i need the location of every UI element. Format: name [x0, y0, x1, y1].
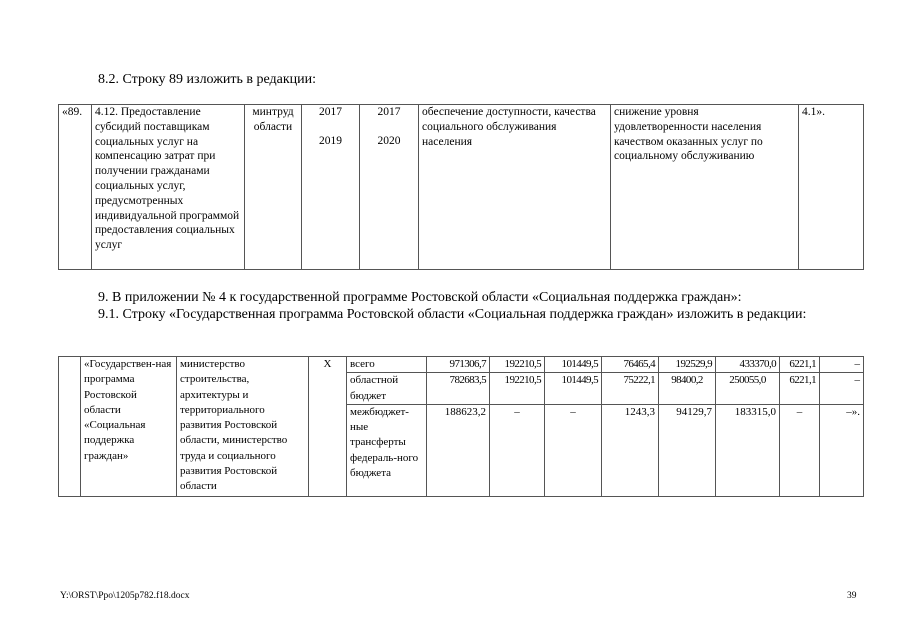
value-cell: – — [490, 404, 545, 496]
expected-result: обеспечение доступности, качества социального обслуживания населения — [419, 105, 611, 270]
value-cell: – — [820, 373, 864, 405]
measure-name: 4.12. Предоставление субсидий поставщикам социальных услуг на компенсацию затрат при получении гражданами социальных услуг, предусмотренных индивидуальной программой предоставления социальных услуг — [92, 105, 245, 270]
page-number: 39 — [847, 591, 857, 601]
value-cell: 101449,5 — [545, 373, 602, 405]
value-cell: 183315,0 — [716, 404, 780, 496]
program-code: Х — [309, 357, 347, 497]
value-cell: 250055,0 — [716, 373, 780, 405]
value-cell: 782683,5 — [427, 373, 490, 405]
value-cell: 192529,9 — [659, 357, 716, 373]
value-cell: – — [820, 357, 864, 373]
value-cell: – — [780, 404, 820, 496]
program-table-row-89 — [58, 104, 864, 270]
value-cell: – — [545, 404, 602, 496]
value-cell: 192210,5 — [490, 357, 545, 373]
section-heading-8-2: 8.2. Строку 89 изложить в редакции: — [98, 72, 317, 87]
value-cell: 188623,2 — [427, 404, 490, 496]
source-federal-transfers: межбюджет-ные трансферты федераль-ного бюджета — [347, 404, 427, 496]
value-cell: 76465,4 — [602, 357, 659, 373]
value-cell: 971306,7 — [427, 357, 490, 373]
consequence: снижение уровня удовлетворенности населения качеством оказанных услуг по социальному обслуживанию — [611, 105, 799, 270]
program-finance-table — [58, 356, 864, 497]
executor: минтруд области — [245, 105, 302, 270]
value-cell: 1243,3 — [602, 404, 659, 496]
end-years — [360, 105, 419, 270]
table-row — [59, 357, 864, 373]
value-cell: 101449,5 — [545, 357, 602, 373]
source-regional: областной бюджет — [347, 373, 427, 405]
program-name: «Государствен-ная программа Ростовской области «Социальная поддержка граждан» — [81, 357, 177, 497]
empty-cell — [59, 357, 81, 497]
paragraph-9-1: 9.1. Строку «Государственная программа Ростовской области «Социальная поддержка граждан» изложить в редакции: — [98, 307, 807, 322]
program-executors: министерство строительства, архитектуры и территориального развития Ростовской области, министерство труда и социального развития Ростовской области — [177, 357, 309, 497]
source-total: всего — [347, 357, 427, 373]
value-cell: 94129,7 — [659, 404, 716, 496]
start-year-2: 2019 — [319, 134, 342, 147]
value-cell: 6221,1 — [780, 373, 820, 405]
end-year-1: 2017 — [377, 106, 401, 118]
linked-indicator: 4.1». — [799, 105, 864, 270]
value-cell: 75222,1 — [602, 373, 659, 405]
value-cell: 433370,0 — [716, 357, 780, 373]
paragraph-9: 9. В приложении № 4 к государственной программе Ростовской области «Социальная поддержка граждан»: — [98, 290, 742, 305]
start-year-1: 2017 — [319, 106, 342, 118]
value-cell: 192210,5 — [490, 373, 545, 405]
row-number: «89. — [59, 105, 92, 270]
value-cell: –». — [820, 404, 864, 496]
end-year-2: 2020 — [377, 134, 401, 147]
table-row — [59, 105, 864, 270]
footer-file-path: Y:\ORST\Ppo\1205p782.f18.docx — [60, 591, 190, 601]
value-cell: 6221,1 — [780, 357, 820, 373]
start-years — [302, 105, 360, 270]
value-cell: 98400,2 — [659, 373, 716, 405]
